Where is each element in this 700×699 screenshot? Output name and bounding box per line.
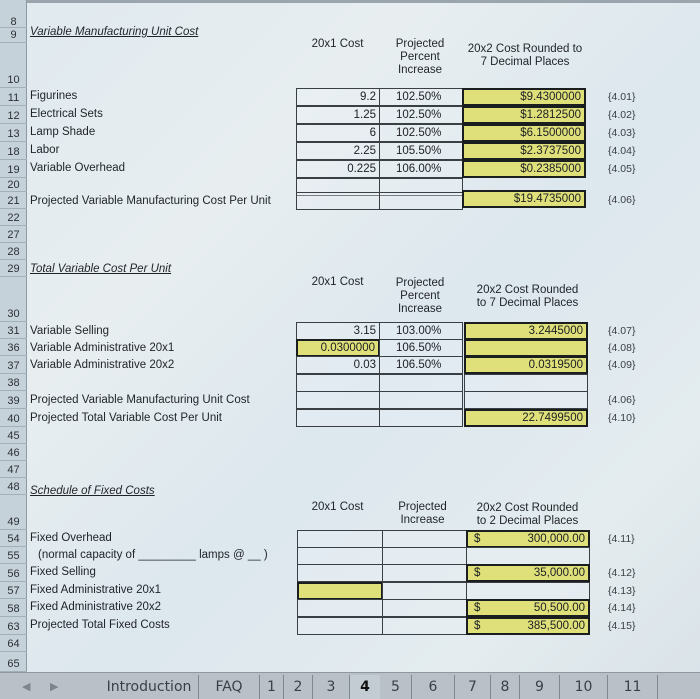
section-title-total-variable-cost: Total Variable Cost Per Unit (30, 263, 172, 275)
row-number[interactable]: 38 (0, 374, 27, 391)
sheet-tab-5[interactable]: 5 (380, 675, 412, 699)
sheet-tab-10[interactable]: 10 (560, 675, 608, 699)
header-projected-percent-increase (380, 277, 460, 316)
cost-20x1-cell[interactable] (297, 582, 383, 600)
cost-20x1-cell[interactable]: 0.0300000 (296, 339, 380, 357)
projected-increase-cell[interactable] (382, 617, 467, 635)
projected-increase-cell[interactable] (382, 547, 467, 565)
row-number[interactable]: 13 (0, 124, 27, 142)
percent-increase-cell[interactable]: 102.50% (379, 106, 463, 124)
sheet-tab-9[interactable]: 9 (520, 675, 560, 699)
row-label: (normal capacity of _________ lamps @ __ ) (38, 549, 268, 561)
cost-value: 300,000.00 (527, 533, 585, 545)
header-line: 20x2 Cost Rounded (476, 284, 579, 296)
cost-20x1-cell[interactable]: 6 (296, 124, 380, 142)
row-number[interactable]: 31 (0, 322, 27, 339)
cost-20x2-cell[interactable] (464, 391, 588, 409)
row-label: Variable Overhead (30, 162, 126, 174)
section-title-fixed-costs: Schedule of Fixed Costs (30, 485, 155, 497)
header-projected-percent-increase (380, 38, 460, 77)
sheet-tab-faq[interactable]: FAQ (199, 675, 260, 699)
cost-20x2-cell[interactable] (466, 547, 590, 565)
row-label: Fixed Administrative 20x1 (30, 584, 162, 596)
cost-20x1-cell[interactable] (296, 192, 380, 210)
cost-20x1-cell[interactable]: 0.225 (296, 160, 380, 178)
header-line: Projected (395, 38, 445, 50)
sheet-tab-bar (0, 672, 700, 699)
row-number[interactable]: 54 (0, 530, 27, 547)
header-line: Increase (397, 303, 443, 315)
currency-symbol: $ (474, 602, 481, 614)
cost-value: 50,500.00 (533, 602, 585, 614)
row-label: Fixed Selling (30, 566, 96, 578)
header-projected-increase (385, 501, 460, 527)
cost-20x2-cell[interactable]: $2.3737500 (462, 142, 586, 160)
row-label: Figurines (30, 90, 78, 102)
sheet-tab-6[interactable]: 6 (412, 675, 455, 699)
row-number[interactable]: 19 (0, 160, 27, 178)
sheet-tab-1[interactable]: 1 (260, 675, 284, 699)
header-line: Increase (400, 514, 445, 526)
cost-20x1-cell[interactable]: 9.2 (296, 88, 380, 106)
row-number[interactable]: 36 (0, 339, 27, 356)
cost-20x1-cell[interactable] (296, 409, 380, 427)
row-label: Projected Variable Manufacturing Unit Cost (30, 394, 250, 406)
cost-20x2-cell[interactable]: $1.2812500 (462, 106, 586, 124)
cost-20x2-cell[interactable] (466, 599, 590, 617)
row-label: Variable Selling (30, 325, 110, 337)
header-20x2-cost-rounded (465, 502, 590, 528)
percent-increase-cell[interactable] (379, 192, 463, 210)
cost-20x2-cell[interactable]: $6.1500000 (462, 124, 586, 142)
header-line: 20x2 Cost Rounded to (467, 43, 583, 55)
projected-increase-cell[interactable] (382, 530, 467, 548)
row-header-column (0, 0, 27, 672)
header-line: Percent (400, 51, 440, 63)
header-line: Increase (397, 64, 443, 76)
cost-20x1-cell[interactable]: 3.15 (296, 322, 380, 340)
total-cost-20x2-cell[interactable]: $19.4735000 (462, 190, 586, 208)
row-number[interactable]: 63 (0, 617, 27, 635)
scroll-tabs-right-icon[interactable]: ▶ (50, 680, 59, 693)
cost-20x1-cell[interactable]: 1.25 (296, 106, 380, 124)
row-number[interactable]: 11 (0, 88, 27, 106)
sheet-tab-3[interactable]: 3 (313, 675, 350, 699)
header-line: 20x2 Cost Rounded (476, 502, 579, 514)
percent-increase-cell[interactable] (379, 391, 463, 409)
cost-20x1-cell[interactable] (297, 530, 383, 548)
header-20x1-cost: 20x1 Cost (311, 38, 364, 50)
sheet-tab-introduction[interactable]: Introduction (100, 675, 199, 699)
row-label: Projected Total Fixed Costs (30, 619, 170, 631)
header-line: 7 Decimal Places (480, 56, 570, 68)
header-line: Projected (395, 277, 445, 289)
reference-code: {4.01} (608, 91, 636, 103)
cost-value: 385,500.00 (527, 620, 585, 632)
row-label: Lamp Shade (30, 126, 96, 138)
row-number[interactable]: 39 (0, 391, 27, 409)
header-line: Projected (398, 501, 447, 513)
cost-20x2-cell[interactable]: $0.2385000 (462, 160, 586, 178)
row-number[interactable]: 48 (0, 478, 27, 495)
cost-20x1-cell[interactable] (297, 547, 383, 565)
reference-code: {4.13} (608, 585, 636, 597)
header-20x1-cost: 20x1 Cost (311, 501, 364, 513)
currency-symbol: $ (474, 533, 481, 545)
row-number[interactable]: 58 (0, 599, 27, 617)
projected-increase-cell[interactable] (382, 564, 467, 582)
projected-increase-cell[interactable] (382, 599, 467, 617)
cost-20x2-cell[interactable]: $9.4300000 (462, 88, 586, 106)
reference-code: {4.08} (608, 342, 636, 354)
row-number[interactable]: 55 (0, 547, 27, 564)
cost-20x1-cell[interactable]: 0.03 (296, 356, 380, 374)
cost-20x2-cell[interactable]: 22.7499500 (464, 409, 588, 427)
percent-increase-cell[interactable]: 106.50% (379, 339, 463, 357)
cost-20x2-cell[interactable] (466, 564, 590, 582)
row-label: Fixed Administrative 20x2 (30, 601, 162, 613)
scroll-tabs-left-icon[interactable]: ◀ (22, 680, 31, 693)
cost-20x2-cell[interactable]: 0.0319500 (464, 356, 588, 374)
cost-20x1-cell[interactable]: 2.25 (296, 142, 380, 160)
row-number[interactable]: 9 (0, 28, 27, 43)
cost-20x2-cell[interactable] (466, 617, 590, 635)
percent-increase-cell[interactable] (379, 409, 463, 427)
total-label: Projected Variable Manufacturing Cost Per Unit (30, 195, 271, 207)
row-number[interactable]: 64 (0, 635, 27, 652)
row-number[interactable]: 22 (0, 209, 27, 226)
row-number[interactable]: 28 (0, 243, 27, 260)
row-number[interactable]: 45 (0, 427, 27, 444)
percent-increase-cell[interactable]: 106.00% (379, 160, 463, 178)
percent-increase-cell[interactable]: 105.50% (379, 142, 463, 160)
header-20x2-cost-rounded (460, 43, 590, 69)
reference-code: {4.05} (608, 163, 636, 175)
row-number[interactable]: 10 (0, 43, 27, 88)
reference-code: {4.12} (608, 567, 636, 579)
row-label: Variable Administrative 20x1 (30, 342, 175, 354)
cost-20x1-cell[interactable] (296, 391, 380, 409)
cost-20x2-cell[interactable] (466, 582, 590, 600)
cost-20x2-cell[interactable]: 3.2445000 (464, 322, 588, 340)
row-number[interactable]: 40 (0, 409, 27, 427)
row-number[interactable]: 21 (0, 192, 27, 209)
row-number[interactable]: 30 (0, 277, 27, 322)
cost-value: 35,000.00 (533, 567, 585, 579)
header-20x1-cost: 20x1 Cost (311, 276, 364, 288)
percent-increase-cell[interactable]: 103.00% (379, 322, 463, 340)
header-20x2-cost-rounded (465, 284, 590, 310)
currency-symbol: $ (474, 620, 481, 632)
currency-symbol: $ (474, 567, 481, 579)
reference-code: {4.09} (608, 359, 636, 371)
row-label: Labor (30, 144, 60, 156)
row-number[interactable]: 8 (0, 15, 27, 28)
cost-20x2-cell[interactable] (464, 339, 588, 357)
row-label: Electrical Sets (30, 108, 103, 120)
row-number[interactable]: 27 (0, 226, 27, 243)
cost-20x2-cell[interactable] (464, 374, 588, 392)
reference-code: {4.04} (608, 145, 636, 157)
cost-20x1-cell[interactable] (297, 599, 383, 617)
reference-code: {4.07} (608, 325, 636, 337)
projected-increase-cell[interactable] (382, 582, 467, 600)
row-number[interactable]: 37 (0, 356, 27, 374)
cost-20x2-cell[interactable] (466, 530, 590, 548)
reference-code: {4.10} (608, 412, 636, 424)
header-line: Percent (400, 290, 440, 302)
cost-20x1-cell[interactable] (297, 564, 383, 582)
sheet-tab-11[interactable]: 11 (608, 675, 658, 699)
row-label: Fixed Overhead (30, 532, 112, 544)
row-number[interactable]: 29 (0, 260, 27, 277)
reference-code: {4.02} (608, 109, 636, 121)
reference-code: {4.15} (608, 620, 636, 632)
sheet-tab-2[interactable]: 2 (284, 675, 313, 699)
row-number[interactable]: 12 (0, 106, 27, 124)
reference-code: {4.11} (608, 533, 635, 545)
row-label: Variable Administrative 20x2 (30, 359, 175, 371)
row-number[interactable]: 47 (0, 461, 27, 478)
sheet-tab-7[interactable]: 7 (455, 675, 491, 699)
reference-code: {4.14} (608, 602, 636, 614)
sheet-tab-4[interactable]: 4 (350, 675, 380, 699)
sheet-top-edge (0, 0, 700, 3)
row-number[interactable]: 49 (0, 495, 27, 530)
row-number[interactable]: 46 (0, 444, 27, 461)
cost-20x1-cell[interactable] (296, 374, 380, 392)
row-number[interactable]: 57 (0, 582, 27, 599)
percent-increase-cell[interactable] (379, 374, 463, 392)
row-label: Projected Total Variable Cost Per Unit (30, 412, 222, 424)
cost-20x1-cell[interactable] (297, 617, 383, 635)
percent-increase-cell[interactable]: 106.50% (379, 356, 463, 374)
section-title-variable-manufacturing: Variable Manufacturing Unit Cost (30, 26, 199, 38)
row-number[interactable]: 65 (0, 652, 27, 672)
header-line: to 7 Decimal Places (476, 297, 579, 309)
header-line: to 2 Decimal Places (476, 515, 579, 527)
reference-code: {4.06} (608, 394, 636, 406)
percent-increase-cell[interactable]: 102.50% (379, 88, 463, 106)
row-number[interactable]: 18 (0, 142, 27, 160)
reference-code: {4.06} (608, 194, 636, 206)
percent-increase-cell[interactable]: 102.50% (379, 124, 463, 142)
row-number[interactable]: 56 (0, 564, 27, 582)
sheet-tab-8[interactable]: 8 (491, 675, 520, 699)
row-number[interactable]: 20 (0, 178, 27, 192)
reference-code: {4.03} (608, 127, 636, 139)
